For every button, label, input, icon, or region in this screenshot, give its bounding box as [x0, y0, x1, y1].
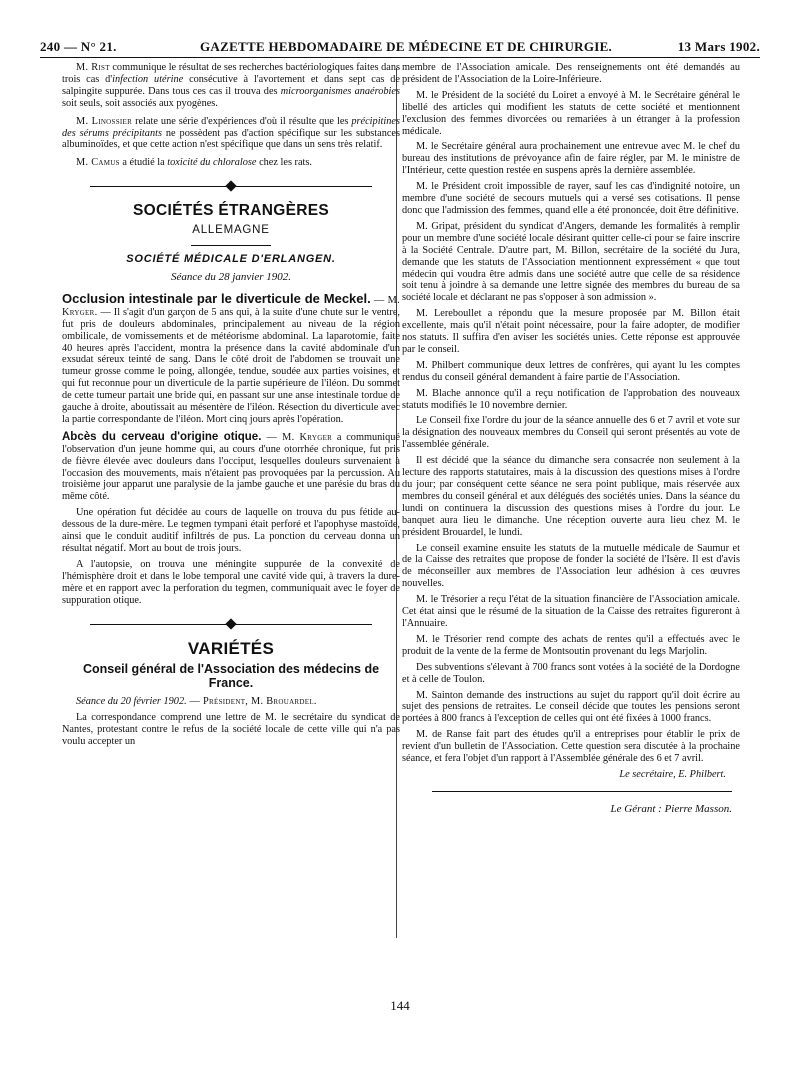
left-column: [62, 62, 400, 752]
paragraph-r9: Il est décidé que la séance du dimanche sera consacrée non seulement à la lecture des rapports statutaires, mais à la discussion des questions mises à l'ordre du jour; par conséquent cette séance ne sera point publique, mais réservée aux membres du conseil général et aux délégués des sociétés unies. Dans la séance du lundi on continuera la discussion des questions mises à l'ordre du jour. Le banquet aura lieu le dimanche. Une réception ouverte aura lieu chez M. le président Brouardel, le lundi.: [402, 455, 740, 538]
section-separator: [62, 177, 400, 195]
paragraph-r8: Le Conseil fixe l'ordre du jour de la séance annuelle des 6 et 7 avril et vote sur la désignation des nouveaux membres du Conseil qui seront présentés au vote de l'assemblée générale.: [402, 415, 740, 451]
page-number: 144: [390, 998, 410, 1013]
gerant-line: Le Gérant : Pierre Masson.: [610, 802, 732, 815]
paragraph-r2: M. le Secrétaire général aura prochainement une entrevue avec M. le chef du bureau des institutions de prévoyance afin de faire régler, par M. le ministre de l'Intérieur, cette question restée en suspens après la dernière assemblée.: [402, 141, 740, 177]
gerant-rule: [432, 791, 732, 792]
section-title-societes: SOCIÉTÉS ÉTRANGÈRES: [132, 202, 330, 220]
paragraph-r6: M. Philbert communique deux lettres de confrères, qui ayant lu les comptes rendus du conseil général demandent à faire partie de l'Association.: [402, 359, 740, 383]
section-title-varietes: VARIÉTÉS: [187, 638, 275, 658]
running-header: [40, 36, 760, 58]
article-title-conseil: Conseil général de l'Association des médecins de France.: [82, 662, 380, 691]
header-journal-title: GAZETTE HEBDOMADAIRE DE MÉDECINE ET DE CHIRURGIE.: [200, 39, 613, 54]
article-abces: Abcès du cerveau d'origine otique. — M. Kryger a communiqué l'observation d'un jeune homme qui, au cours d'une otorrhée chronique, fut pris de fièvre élevée avec douleurs dans l'occiput, lesquelles douleurs survenaient à l'occasion des mouvements, mais n'étaient pas provoquées par la percussion. Au troisième jour apparut une paralysie de la jambe gauche et une parésie du bras du même côté.: [62, 430, 401, 503]
secretary-signature: Le secrétaire, E. Philbert.: [619, 768, 726, 780]
paragraph-r12: M. le Trésorier rend compte des achats de rentes qu'il a effectués avec le produit de la vente de la ferme de Montsoutin provenant du legs Marjolin.: [402, 633, 740, 657]
paragraph-camus: M. Camus a étudié la toxicité du chloralose chez les rats.: [76, 157, 312, 169]
paragraph-r4: M. Gripat, président du syndicat d'Angers, demande les formalités à remplir pour un membre d'une société locale désirant quitter celle-ci pour se faire inscrire à la Société Centrale. D'autre part, M. Billon, secrétaire de la société du Jura, demande que les statuts de l'Association mentionnent expressément « que tout médecin qui voudra être admis dans une société autre que celle de sa résidence soit tenu à joindre à sa demande une lettre signée des membres du bureau de sa société locale et déclarant ne pas s'opposer à son admission ».: [402, 220, 740, 304]
paragraph-linossier: M. Linossier relate une série d'expériences d'où il résulte que les précipitines des sérums précipitants ne possèdent pas d'action spécifique sur les substances albuminoïdes, et que cette action n'est spécifique que dans un sens très relatif.: [62, 115, 401, 151]
paragraph-correspondance: La correspondance comprend une lettre de M. le secrétaire du syndicat de Nantes, protestant contre le refus de la société locale de cette ville qui n'a pas voulu accepter un: [62, 712, 400, 748]
paragraph-r5: M. Lereboullet a répondu que la mesure proposée par M. Billon était excellente, mais qu'il n'était point nécessaire, pour la faire adopter, de modifier nos statuts. Il suffira d'en aviser les sociétés unies. Cette réponse est approuvée par le conseil.: [402, 308, 740, 355]
header-date: 13 Mars 1902.: [677, 39, 760, 54]
paragraph-r13: Des subventions s'élevant à 700 francs sont votées à la société de la Dordogne et à celle de Toulon.: [402, 661, 740, 685]
paragraph-r15: M. de Ranse fait part des études qu'il a entreprises pour établir le prix de revient d'un bulletin de l'Association. Cette question sera discutée à la prochaine séance, et fera l'objet d'un rapport à l'Assemblée générale des 6 et 7 avril.: [402, 729, 740, 765]
society-title: SOCIÉTÉ MÉDICALE D'ERLANGEN.: [126, 253, 336, 266]
paragraph-r7: M. Blache annonce qu'il a reçu notification de l'approbation des nouveaux statuts modifiés le 10 novembre dernier.: [402, 387, 740, 411]
subsection-title-allemagne: ALLEMAGNE: [192, 224, 270, 237]
paragraph-r0: membre de l'Association amicale. Des renseignements ont été demandés au président de l'Association de la Loire-Inférieure.: [402, 62, 740, 85]
paragraph-r11: M. le Trésorier a reçu l'état de la situation financière de l'Association amicale. Cet état ainsi que le résumé de la situation de la Caisse des retraites figureront à l'Annuaire.: [402, 594, 740, 629]
header-page-issue: 240 — N° 21.: [40, 39, 117, 54]
paragraph-autopsie: A l'autopsie, on trouva une méningite suppurée de la convexité de l'hémisphère droit et dans le lobe temporal une cavité vide qui, à travers la dure-mère et en rapport avec la perforation du tegmen, communiquait avec le foyer de suppuration otique.: [62, 558, 400, 606]
paragraph-rist: M. Rist communique le résultat de ses recherches bactériologiques faites dans trois cas d'infection utérine consécutive à l'avortement et dans sept cas de salpingite suppurée. Dans tous ces cas il trouva des microorganismes anaérobies soit seuls, soit associés aux pyogènes.: [62, 62, 400, 109]
seance-date: Séance du 28 janvier 1902.: [170, 270, 292, 283]
paragraph-operation: Une opération fut décidée au cours de laquelle on trouva du pus fétide au-dessous de la dure-mère. Le tegmen tympani était perforé et l'apophyse mastoïde, ainsi que le conduit auditif infiltrés de pus. La ponction du cerveau donna un résultat négatif. Mort au bout de trois jours.: [62, 507, 400, 554]
right-column: [402, 62, 740, 816]
short-rule: [191, 245, 271, 246]
paragraph-r14: M. Sainton demande des instructions au sujet du rapport qu'il doit écrire au sujet des pensions de retraites. Le conseil décide que toutes les pensions seront portées à 800 francs à l'exception de celles qui ont été fixées à 1000 francs.: [402, 689, 740, 725]
paragraph-r10: Le conseil examine ensuite les statuts de la mutuelle médicale de Saumur et de la Caisse des retraites que propose de fonder la société de l'Isère. Il est d'avis de méconseiller aux membres de l'Association leur adhésion à ces œuvres nouvelles.: [402, 542, 740, 590]
paragraph-r3: M. le Président croit impossible de rayer, sauf les cas d'indignité notoire, un membre d'une société de secours mutuels qui a versé ses cotisations. Il pense donc que l'admission des femmes, quand elle a été prononcée, doit être définitive.: [402, 181, 740, 216]
article-occlusion: Occlusion intestinale par le diverticule de Meckel. — M. Kryger. — Il s'agit d'un garçon de 5 ans qui, à la suite d'une chute sur le ventre, fut pris de douleurs abdominales, principalement au niveau de la région ombilicale, de vomissements et de météorisme abdominal. La laparotomie, faite 40 heures après l'accident, montra la présence dans la cavité abdominale d'un exsudat séreux teinté de sang. Dans le côté droit de l'abdomen se trouvait une tumeur grosse comme le poing, allongée, tendue, soudée aux parties voisines, et qui fut reconnue pour un diverticule de la partie supérieure de l'iléon. Du sommet de cette tumeur partait une bride qui, en passant sur une anse intestinale tordue de gauche à droite, aboutissait au mésentère de l'iléon. Résection du diverticule avec la partie correspondante de l'iléon. Mort cinq jours après l'opération.: [62, 290, 400, 425]
seance-conseil: Séance du 20 février 1902. — Président, M. Brouardel.: [76, 696, 317, 708]
paragraph-r1: M. le Président de la société du Loiret a envoyé à M. le Secrétaire général le libellé des articles qui modifient les statuts de cette société et mentionnent l'exclusion des femmes divorcées ou remariées à un étranger à la profession médicale.: [402, 89, 740, 137]
section-separator-2: [62, 615, 400, 633]
